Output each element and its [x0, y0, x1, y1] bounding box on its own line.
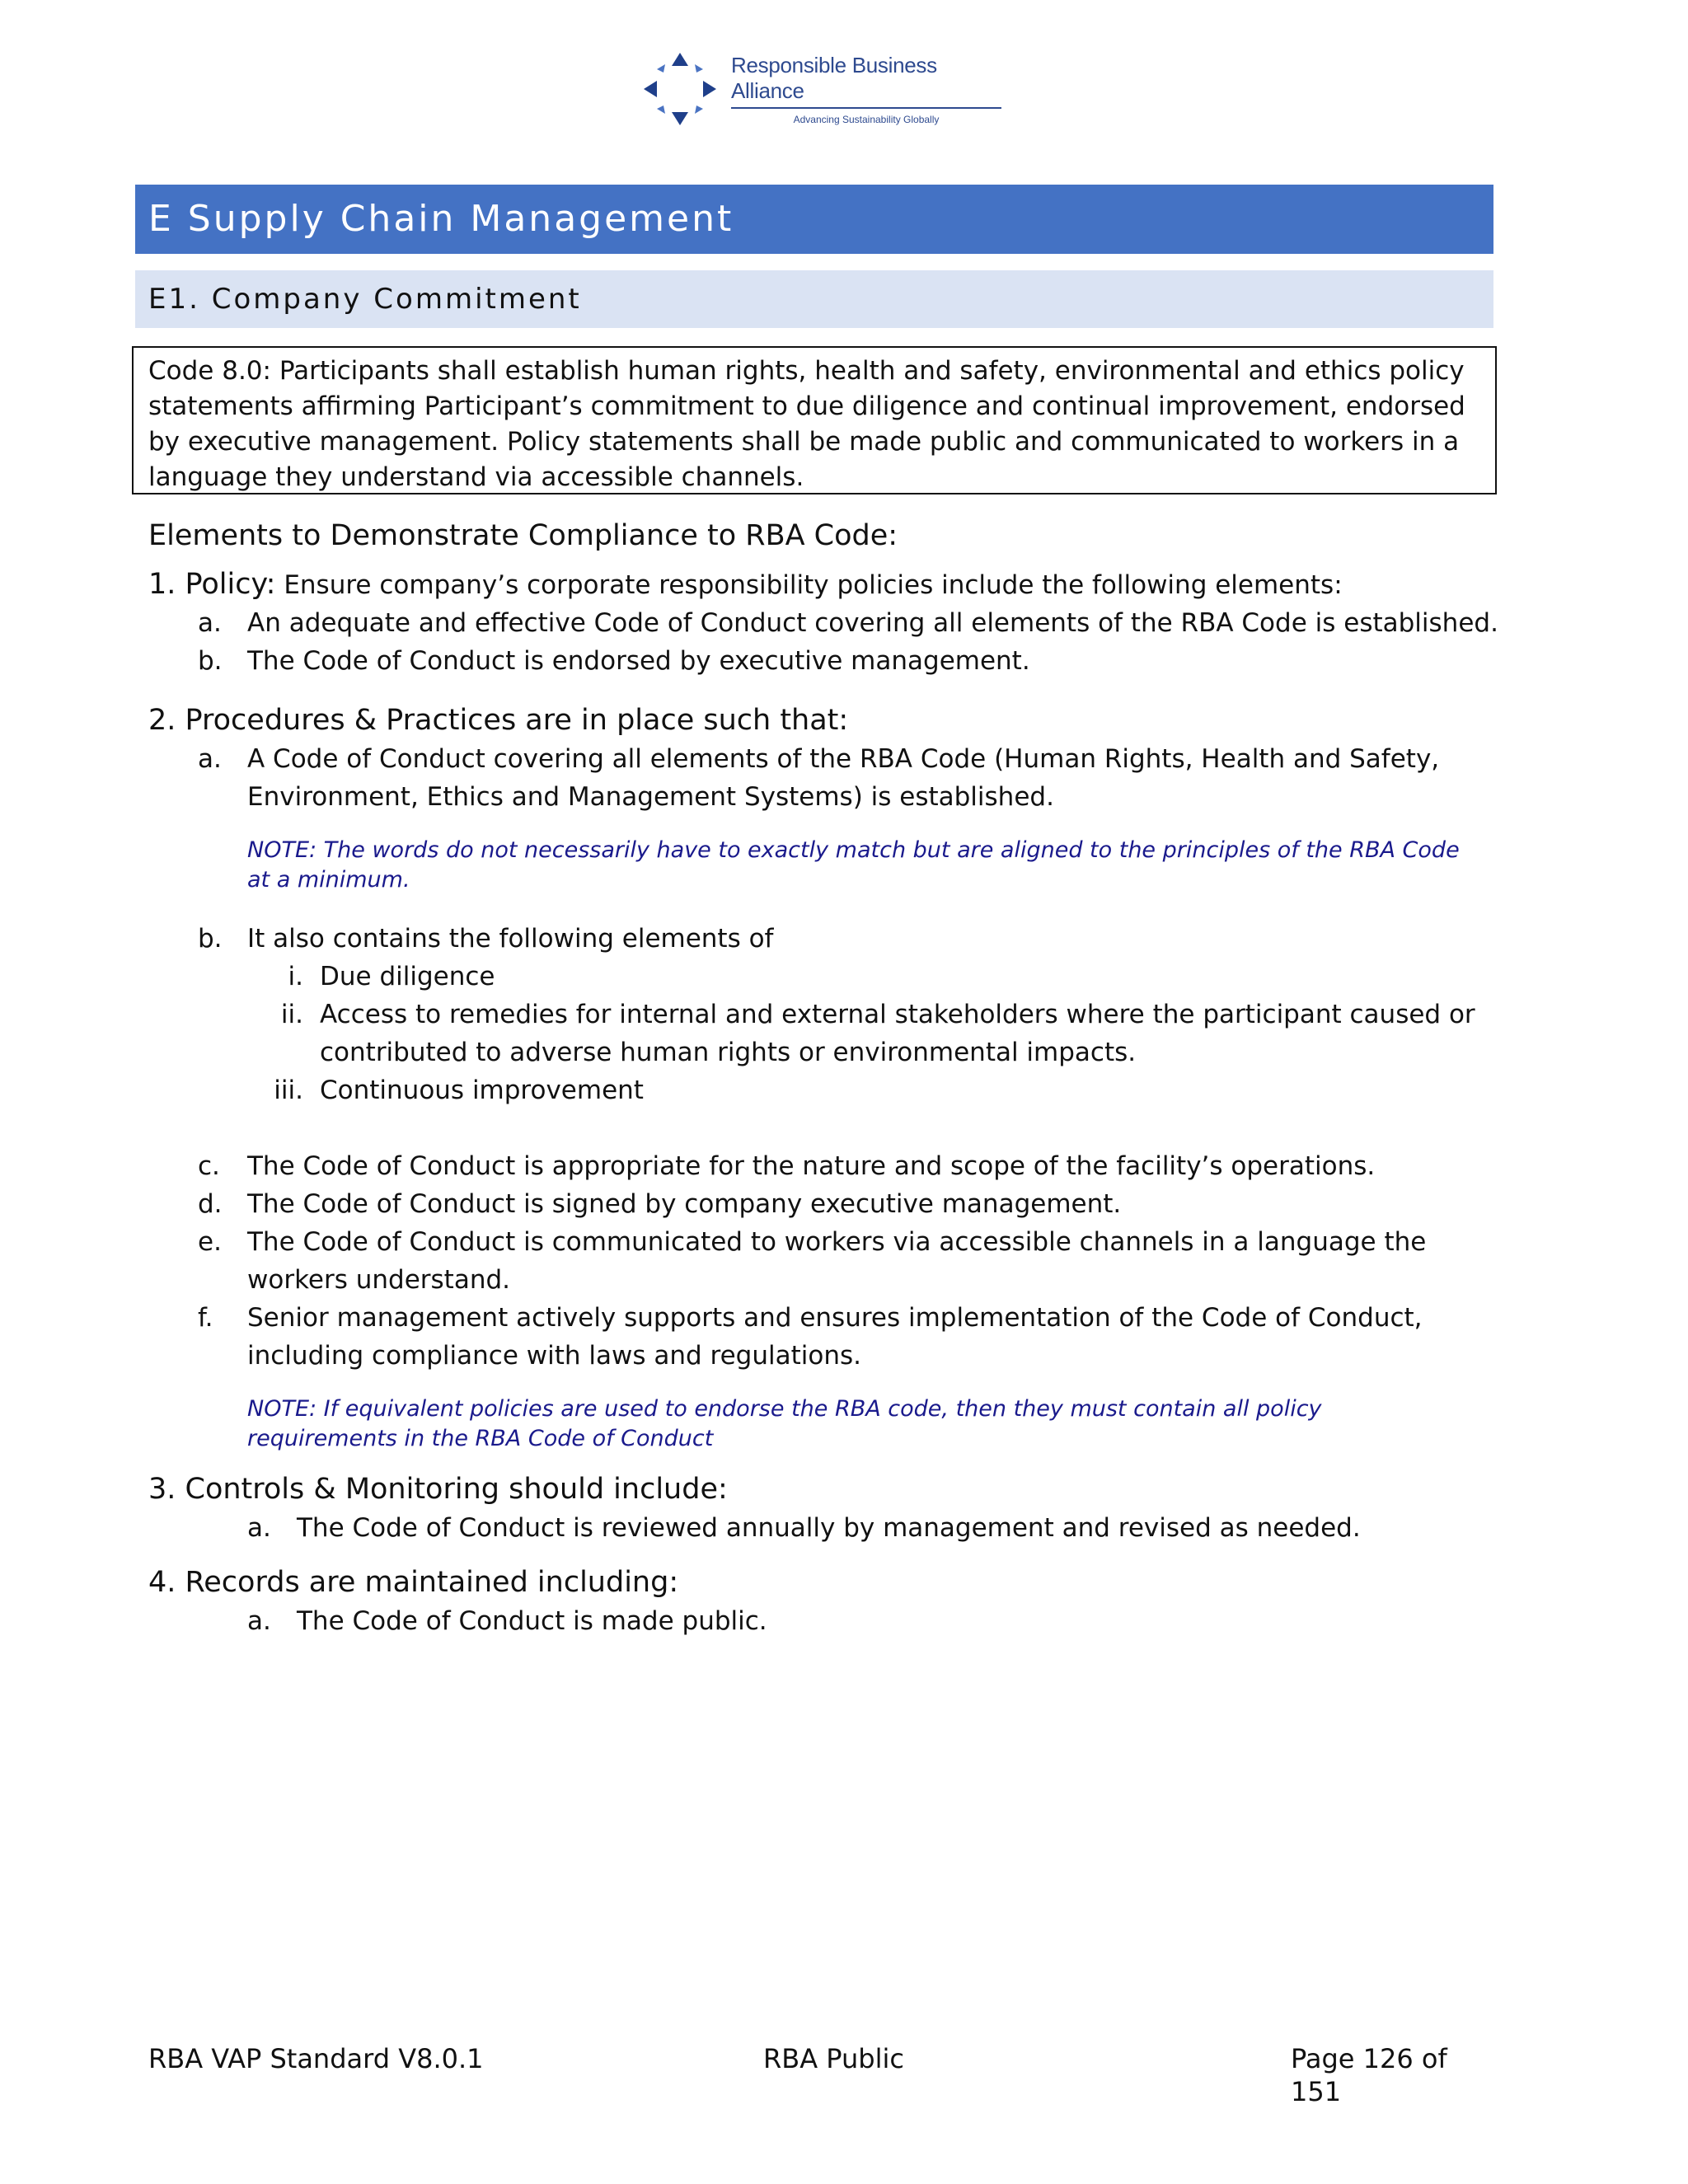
- note-text: NOTE: The words do not necessarily have to exactly match but are aligned to the principles of the RBA Code at a minimum.: [247, 837, 1460, 893]
- list-marker: a.: [247, 1513, 271, 1543]
- list-item: [148, 1223, 1500, 1299]
- logo-title: Responsible Business Alliance: [731, 53, 1001, 109]
- footer-classification: RBA Public: [763, 2043, 904, 2074]
- list-text: The Code of Conduct is reviewed annually by management and revised as needed.: [297, 1513, 1361, 1543]
- section-title: E Supply Chain Management: [135, 185, 1493, 254]
- note-text: NOTE: If equivalent policies are used to endorse the RBA code, then they must contain all policy requirements in the RBA Code of Conduct: [247, 1396, 1322, 1451]
- sub-list-item: [148, 996, 1500, 1071]
- list-text: Due diligence: [320, 962, 495, 991]
- list-text: Access to remedies for internal and external stakeholders where the participant caused or contributed to adverse human rights or environmental impacts.: [320, 1000, 1475, 1067]
- elements-heading: Elements to Demonstrate Compliance to RBA Code:: [148, 519, 898, 552]
- list-item: [148, 1602, 1500, 1640]
- controls-section: [148, 1470, 1500, 1547]
- list-item: [148, 1509, 1500, 1547]
- list-item: [148, 642, 1500, 680]
- footer-page-number: Page 126 of 151: [1291, 2043, 1447, 2107]
- list-text: The Code of Conduct is communicated to workers via accessible channels in a language the workers understand.: [247, 1227, 1427, 1295]
- list-item: [148, 1147, 1500, 1185]
- list-marker: a.: [198, 744, 222, 774]
- code-text: Code 8.0: Participants shall establish human rights, health and safety, environmental and ethics policy statements affirming Participant’s commitment to due diligence and continual improvement, endorsed by executive management. Policy statements shall be made public and communicated to workers in a language they understand via accessible channels.: [148, 356, 1465, 492]
- list-marker: c.: [198, 1151, 220, 1181]
- procedures-section: [148, 701, 1500, 1454]
- records-section: [148, 1563, 1500, 1640]
- list-marker: ii.: [280, 1000, 303, 1029]
- main-content: [148, 513, 1500, 1640]
- list-marker: b.: [198, 646, 223, 676]
- code-box: [132, 346, 1497, 494]
- list-text: The Code of Conduct is signed by company executive management.: [247, 1189, 1122, 1219]
- policy-heading: [148, 565, 1500, 604]
- list-text: An adequate and effective Code of Conduct covering all elements of the RBA Code is established.: [247, 608, 1498, 638]
- list-item: [148, 604, 1500, 642]
- rba-logo: [639, 48, 1001, 130]
- list-marker: b.: [198, 924, 223, 954]
- policy-intro: Ensure company’s corporate responsibility policies include the following elements:: [284, 570, 1343, 600]
- list-item: [148, 740, 1500, 816]
- list-text: The Code of Conduct is endorsed by executive management.: [247, 646, 1030, 676]
- list-item: [148, 1185, 1500, 1223]
- rba-compass-logo-icon: [639, 48, 721, 130]
- sub-list-item: [148, 958, 1500, 996]
- records-title: 4. Records are maintained including:: [148, 1566, 679, 1599]
- records-heading: [148, 1563, 1500, 1602]
- list-marker: a.: [247, 1606, 271, 1636]
- list-item: [148, 920, 1500, 958]
- list-marker: i.: [288, 962, 303, 991]
- list-marker: iii.: [274, 1076, 303, 1105]
- list-marker: e.: [198, 1227, 222, 1257]
- list-item: [148, 1299, 1500, 1375]
- procedures-title: 2. Procedures & Practices are in place such that:: [148, 704, 849, 737]
- list-marker: a.: [198, 608, 222, 638]
- list-text: The Code of Conduct is made public.: [297, 1606, 767, 1636]
- logo-subtitle: Advancing Sustainability Globally: [793, 114, 940, 125]
- list-text: The Code of Conduct is appropriate for the nature and scope of the facility’s operations.: [247, 1151, 1376, 1181]
- list-text: Senior management actively supports and ensures implementation of the Code of Conduct, including compliance with laws and regulations.: [247, 1303, 1423, 1371]
- list-marker: f.: [198, 1303, 213, 1333]
- policy-section: [148, 565, 1500, 680]
- list-marker: d.: [198, 1189, 223, 1219]
- controls-title: 3. Controls & Monitoring should include:: [148, 1473, 728, 1506]
- procedures-heading: [148, 701, 1500, 740]
- footer-document-name: RBA VAP Standard V8.0.1: [148, 2043, 484, 2074]
- list-text: It also contains the following elements of: [247, 924, 774, 954]
- section-subtitle: E1. Company Commitment: [135, 270, 1493, 328]
- list-text: Continuous improvement: [320, 1076, 644, 1105]
- list-text: A Code of Conduct covering all elements of the RBA Code (Human Rights, Health and Safety, Environment, Ethics and Management Systems) is established.: [247, 744, 1440, 812]
- controls-heading: [148, 1470, 1500, 1509]
- sub-list-item: [148, 1071, 1500, 1109]
- policy-title: 1. Policy:: [148, 568, 276, 601]
